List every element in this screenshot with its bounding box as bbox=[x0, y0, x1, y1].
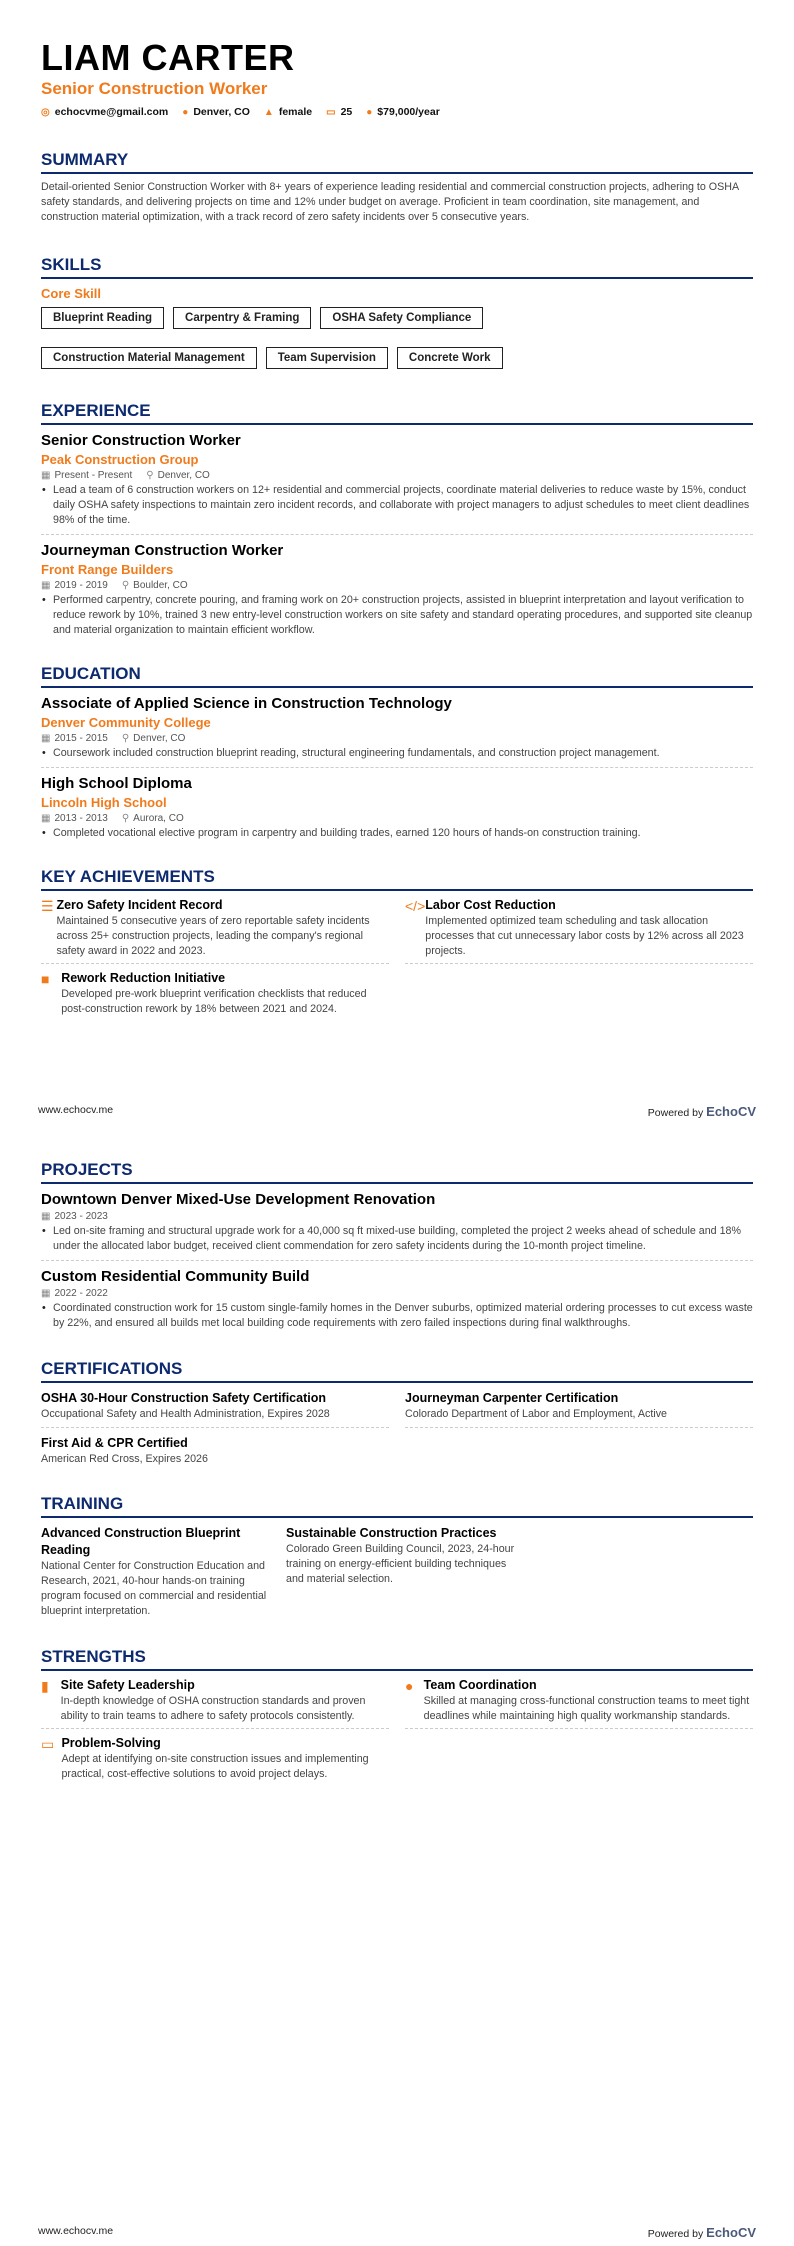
section-heading: CERTIFICATIONS bbox=[41, 1359, 753, 1383]
location: Aurora, CO bbox=[133, 813, 184, 824]
skill-group-label: Core Skill bbox=[41, 286, 101, 301]
section-heading: SKILLS bbox=[41, 255, 753, 279]
gender-text: female bbox=[278, 106, 313, 118]
achievement-text: Implemented optimized team scheduling and task allocation processes that cut unnecessary labor costs by 12% across all 2023 projects. bbox=[425, 915, 744, 957]
training-item bbox=[41, 1525, 271, 1619]
experience-item bbox=[41, 535, 753, 644]
salary-icon: ● bbox=[366, 107, 373, 118]
contact-email[interactable] bbox=[41, 106, 168, 118]
cert-issuer: Occupational Safety and Health Administration, Expires 2028 bbox=[41, 1408, 330, 1420]
contact-bar bbox=[41, 106, 753, 118]
age-text: 25 bbox=[340, 106, 353, 118]
dates: Present - Present bbox=[54, 470, 133, 481]
cert-issuer: American Red Cross, Expires 2026 bbox=[41, 1453, 208, 1465]
calendar-icon: ▦ bbox=[41, 470, 51, 481]
strengths-section bbox=[41, 1647, 753, 1786]
chat-bubble-icon: ■ bbox=[41, 971, 50, 987]
dates: 2022 - 2022 bbox=[54, 1288, 108, 1299]
company-name: Front Range Builders bbox=[41, 562, 174, 577]
certifications-section bbox=[41, 1359, 753, 1472]
certification-item bbox=[41, 1428, 389, 1472]
school-name: Lincoln High School bbox=[41, 795, 167, 810]
training-title: Advanced Construction Blueprint Reading bbox=[41, 1526, 241, 1557]
certification-item bbox=[405, 1383, 753, 1428]
skill-tags bbox=[41, 307, 753, 369]
candidate-name: LIAM CARTER bbox=[41, 37, 295, 78]
skills-section bbox=[41, 255, 753, 369]
projects-section bbox=[41, 1160, 753, 1337]
summary-section bbox=[41, 150, 753, 225]
brand-logo: EchoCV bbox=[706, 1104, 756, 1119]
section-heading: STRENGTHS bbox=[41, 1647, 753, 1671]
location-icon: ⚲ bbox=[121, 580, 130, 591]
strength-item bbox=[41, 1729, 389, 1786]
strength-item bbox=[405, 1671, 753, 1729]
resume-page-2 bbox=[0, 1130, 794, 2246]
project-item bbox=[41, 1184, 753, 1261]
achievement-item bbox=[405, 891, 753, 964]
bullet: • Performed carpentry, concrete pouring, and framing work on 20+ construction projects, assisted in blueprint interpretation and layout verification to reduce rework by 10%, trained 3 new entry-level construction workers on site safety and standard operating procedures, and supported site cleanup and material organization to maintain efficient workflow. bbox=[41, 593, 753, 638]
school-name: Denver Community College bbox=[41, 715, 211, 730]
education-item bbox=[41, 768, 753, 847]
dates: 2023 - 2023 bbox=[54, 1211, 108, 1222]
bullet: • Completed vocational elective program in carpentry and building trades, earned 120 hours of hands-on construction training. bbox=[41, 826, 753, 841]
bullet: • Coordinated construction work for 15 custom single-family homes in the Denver suburbs, optimized material ordering processes to cut excess waste by 22%, and ensured all builds met local building code requirements with zero failed inspections during final walkthroughs. bbox=[41, 1301, 753, 1331]
skill-tag: Carpentry & Framing bbox=[173, 307, 311, 329]
powered-by bbox=[648, 1104, 756, 1119]
brand-logo: EchoCV bbox=[706, 2225, 756, 2240]
skill-tag: Blueprint Reading bbox=[41, 307, 164, 329]
powered-by bbox=[648, 2225, 756, 2240]
code-icon: </> bbox=[405, 898, 426, 914]
section-heading: SUMMARY bbox=[41, 150, 753, 174]
section-heading: TRAINING bbox=[41, 1494, 753, 1518]
achievement-item bbox=[41, 891, 389, 964]
contact-gender bbox=[264, 106, 312, 118]
job-title: Senior Construction Worker bbox=[41, 79, 268, 98]
position-title: Senior Construction Worker bbox=[41, 432, 241, 449]
strength-text: Skilled at managing cross-functional construction teams to meet tight deadlines while maintaining high quality workmanship standards. bbox=[423, 1695, 750, 1722]
powered-label: Powered by bbox=[647, 2228, 704, 2240]
person-icon: ▲ bbox=[263, 107, 274, 118]
achievement-text: Developed pre-work blueprint verification checklists that reduced post-construction rework by 18% between 2021 and 2024. bbox=[61, 988, 367, 1015]
strength-title: Team Coordination bbox=[423, 1678, 537, 1692]
achievement-title: Rework Reduction Initiative bbox=[61, 971, 226, 985]
training-title: Sustainable Construction Practices bbox=[286, 1526, 497, 1540]
section-heading: PROJECTS bbox=[41, 1160, 753, 1184]
achievement-text: Maintained 5 consecutive years of zero reportable safety incidents across 25+ construction projects, leading the company's regional safety award in 2022 and 2023. bbox=[56, 915, 370, 957]
calendar-icon: ▭ bbox=[326, 107, 336, 118]
cert-title: Journeyman Carpenter Certification bbox=[405, 1391, 619, 1405]
contact-location bbox=[182, 106, 250, 118]
location-icon: ● bbox=[182, 107, 189, 118]
project-title: Custom Residential Community Build bbox=[41, 1268, 310, 1285]
cert-issuer: Colorado Department of Labor and Employment, Active bbox=[405, 1408, 667, 1420]
company-name: Peak Construction Group bbox=[41, 452, 199, 467]
calendar-icon: ▦ bbox=[41, 580, 51, 591]
location: Boulder, CO bbox=[133, 580, 188, 591]
cert-title: OSHA 30-Hour Construction Safety Certification bbox=[41, 1391, 326, 1405]
degree-title: Associate of Applied Science in Construction Technology bbox=[41, 695, 452, 712]
dates: 2013 - 2013 bbox=[54, 813, 108, 824]
calendar-icon: ▦ bbox=[41, 1211, 51, 1222]
certification-item bbox=[41, 1383, 389, 1428]
location: Denver, CO bbox=[157, 470, 210, 481]
education-item bbox=[41, 688, 753, 768]
bullet: • Coursework included construction blueprint reading, structural engineering fundamentals, and construction project management. bbox=[41, 746, 753, 761]
training-text: Colorado Green Building Council, 2023, 24-hour training on energy-efficient building techniques and material selection. bbox=[286, 1543, 515, 1585]
powered-label: Powered by bbox=[647, 1107, 704, 1119]
location-icon: ⚲ bbox=[146, 470, 154, 481]
footer-url[interactable]: www.echocv.me bbox=[38, 2225, 114, 2237]
bullet: • Led on-site framing and structural upgrade work for a 40,000 sq ft mixed-use building, completed the project 2 weeks ahead of schedule and 18% under the allocated labor budget, received client commendation for zero safety incidents during the 10-month project timeline. bbox=[41, 1224, 753, 1254]
summary-text: Detail-oriented Senior Construction Worker with 8+ years of experience leading residential and commercial construction projects, adhering to OSHA safety standards, and delivering projects on time and 12% under budget on average. Proficient in team coordination, site management, and construction material optimization, with a track record of zero safety incidents over 5 consecutive years. bbox=[41, 181, 739, 223]
document-icon: ▮ bbox=[41, 1678, 49, 1694]
strength-item bbox=[41, 1671, 389, 1729]
calendar-icon: ▦ bbox=[41, 1288, 51, 1299]
achievement-title: Zero Safety Incident Record bbox=[56, 898, 223, 912]
chat-dots-icon: ● bbox=[405, 1678, 414, 1694]
contact-salary bbox=[366, 106, 440, 118]
cert-title: First Aid & CPR Certified bbox=[41, 1436, 188, 1450]
achievements-section bbox=[41, 867, 753, 1021]
footer-url[interactable]: www.echocv.me bbox=[38, 1104, 114, 1116]
bullet: • Lead a team of 6 construction workers on 12+ residential and commercial projects, coordinate material deliveries to reduce waste by 15%, conduct daily OSHA safety inspections to maintain zero incident records, and collaborate with project managers to adjust schedules to meet client deadlines 98% of the time. bbox=[41, 483, 753, 528]
training-item bbox=[286, 1525, 516, 1619]
page-footer bbox=[38, 1104, 756, 1119]
monitor-icon: ▭ bbox=[41, 1736, 55, 1752]
degree-title: High School Diploma bbox=[41, 775, 192, 792]
strength-title: Problem-Solving bbox=[61, 1736, 161, 1750]
location-icon: ⚲ bbox=[121, 733, 130, 744]
location-text: Denver, CO bbox=[193, 106, 250, 118]
project-title: Downtown Denver Mixed-Use Development Renovation bbox=[41, 1191, 436, 1208]
location: Denver, CO bbox=[133, 733, 186, 744]
page-footer bbox=[38, 2225, 756, 2240]
strength-text: In-depth knowledge of OSHA construction standards and proven ability to train teams to adhere to safety protocols consistently. bbox=[60, 1695, 366, 1722]
training-text: National Center for Construction Education and Research, 2021, 40-hour hands-on training program focused on commercial and residential blueprint interpretation. bbox=[41, 1560, 267, 1617]
experience-section bbox=[41, 401, 753, 644]
strength-text: Adept at identifying on-site construction issues and implementing practical, cost-effective solutions to avoid project delays. bbox=[61, 1753, 369, 1780]
location-icon: ⚲ bbox=[121, 813, 130, 824]
project-item bbox=[41, 1261, 753, 1337]
dates: 2019 - 2019 bbox=[54, 580, 108, 591]
skill-tag: Team Supervision bbox=[266, 347, 388, 369]
position-title: Journeyman Construction Worker bbox=[41, 542, 284, 559]
dates: 2015 - 2015 bbox=[54, 733, 108, 744]
section-heading: KEY ACHIEVEMENTS bbox=[41, 867, 753, 891]
training-section bbox=[41, 1494, 753, 1619]
email-icon: ◎ bbox=[41, 107, 50, 118]
skill-tag: Concrete Work bbox=[397, 347, 503, 369]
section-heading: EDUCATION bbox=[41, 664, 753, 688]
list-icon: ☰ bbox=[41, 898, 54, 914]
calendar-icon: ▦ bbox=[41, 733, 51, 744]
skill-tag: OSHA Safety Compliance bbox=[320, 307, 483, 329]
contact-age bbox=[326, 106, 352, 118]
achievement-title: Labor Cost Reduction bbox=[425, 898, 556, 912]
strength-title: Site Safety Leadership bbox=[60, 1678, 195, 1692]
section-heading: EXPERIENCE bbox=[41, 401, 753, 425]
achievement-item bbox=[41, 964, 389, 1021]
skill-tag: Construction Material Management bbox=[41, 347, 257, 369]
experience-item bbox=[41, 425, 753, 535]
salary-text: $79,000/year bbox=[377, 106, 440, 118]
calendar-icon: ▦ bbox=[41, 813, 51, 824]
education-section bbox=[41, 664, 753, 847]
email-text: echocvme@gmail.com bbox=[54, 106, 169, 118]
